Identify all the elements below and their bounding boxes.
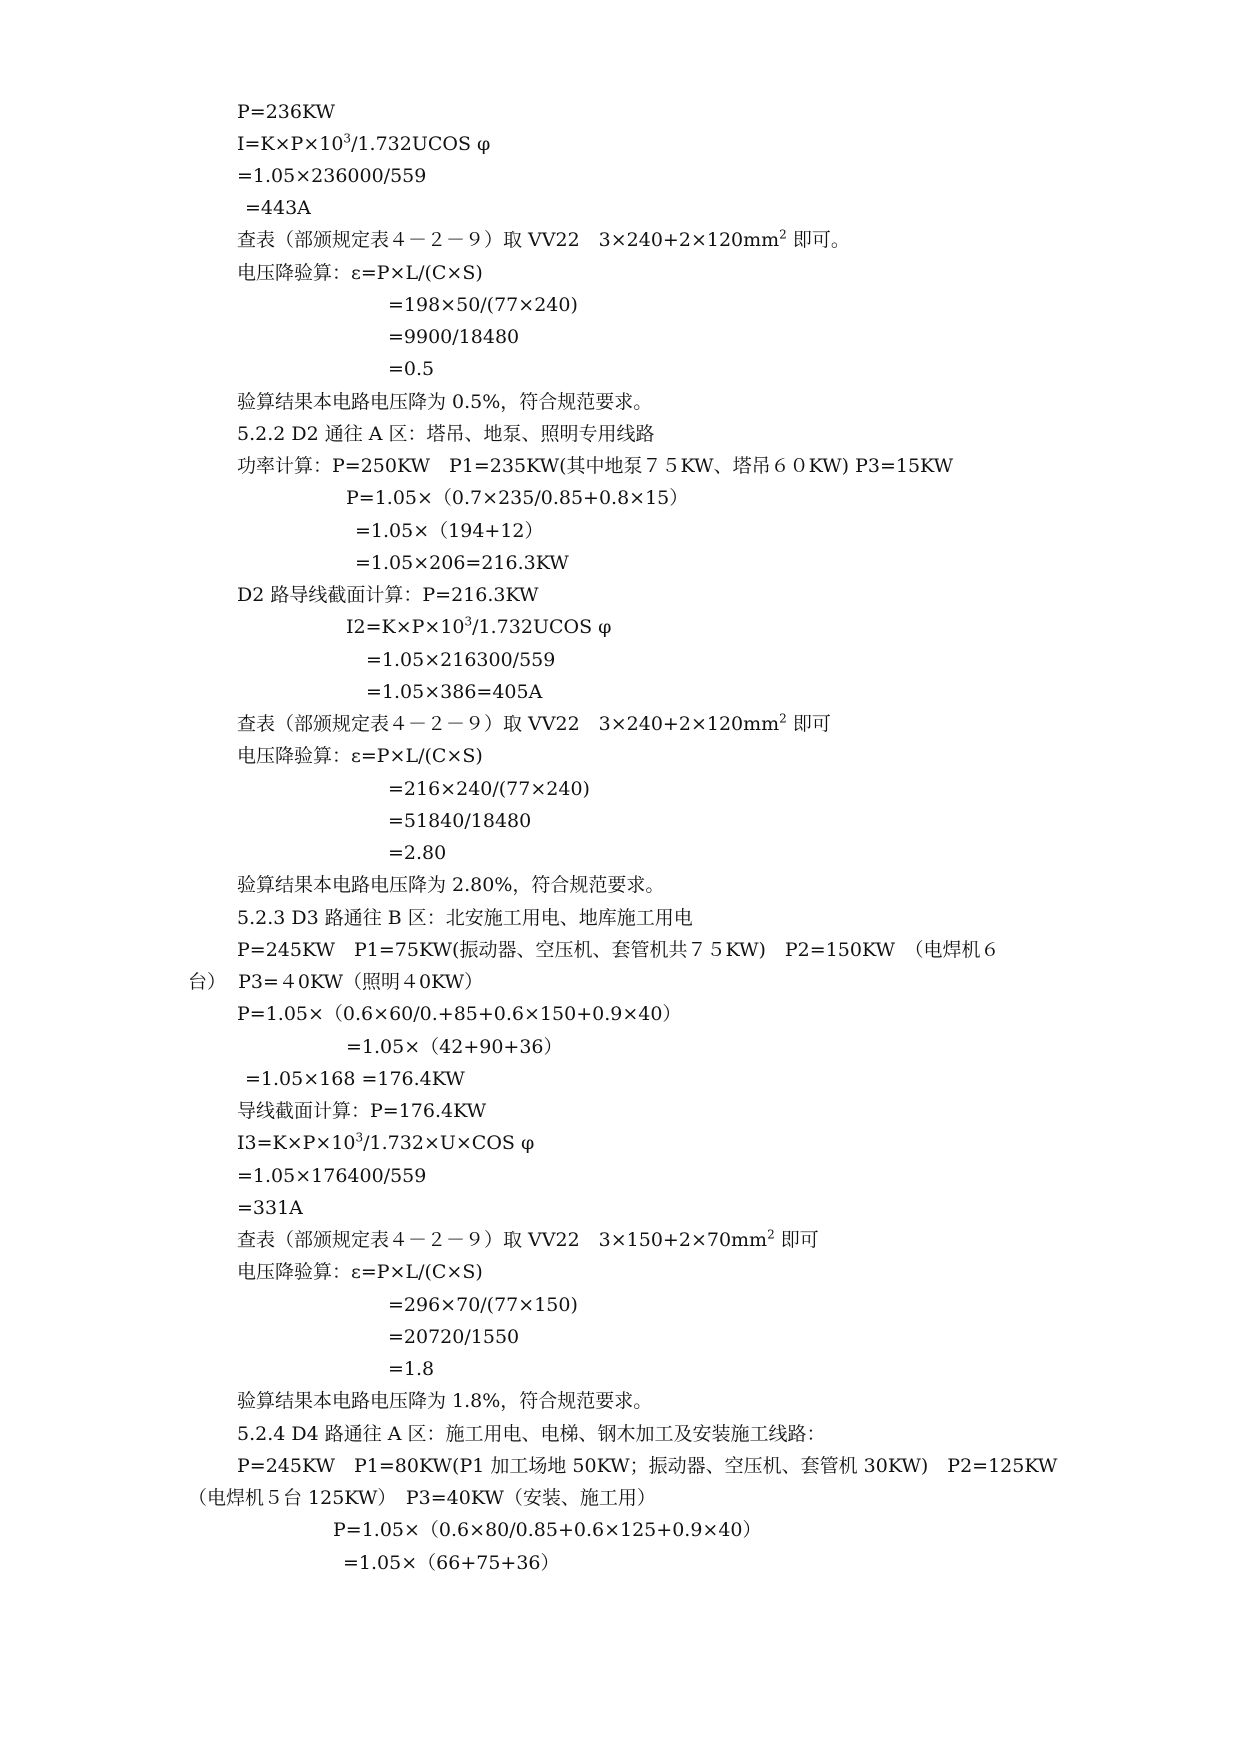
- text-line: =0.5: [388, 358, 435, 380]
- text-line: 台） P3=４0KW（照明４0KW）: [188, 971, 484, 993]
- text-line: =1.05×386=405A: [366, 681, 543, 703]
- formula-line: $I=K\times P\times 10^3/1.732UCOS$ φ: [237, 131, 491, 155]
- text-line: 电压降验算：ε=P×L/(C×S): [237, 745, 483, 767]
- text-line: 电压降验算：ε=P×L/(C×S): [237, 262, 483, 284]
- text-line: =198×50/(77×240): [388, 294, 578, 316]
- text-line: =1.05×（66+75+36）: [343, 1552, 560, 1574]
- text-line: P=236KW: [237, 101, 336, 123]
- text-line: P=1.05×（0.6×80/0.85+0.6×125+0.9×40）: [333, 1519, 762, 1541]
- text-line: P=245KW P1=75KW(振动器、空压机、套管机共７５KW) P2=150KW （电焊机６: [237, 939, 1000, 961]
- text-line: =1.05×176400/559: [237, 1165, 427, 1187]
- text-line: D2 路导线截面计算：P=216.3KW: [237, 584, 539, 606]
- text-line: =1.05×168 =176.4KW: [245, 1068, 465, 1090]
- text-line: =51840/18480: [388, 810, 532, 832]
- formula-line: $I2=K\times P\times 10^3/1.732UCOS$ φ: [346, 614, 612, 638]
- text-line: =1.05×（194+12）: [355, 520, 544, 542]
- text-line: 电压降验算：ε=P×L/(C×S): [237, 1261, 483, 1283]
- text-line: =1.05×206=216.3KW: [355, 552, 569, 574]
- formula-line: 查表（部颁规定表４－２－９）取 VV22 $3\times 150+2\times 70mm^2$ 即可: [237, 1227, 819, 1251]
- text-line: =9900/18480: [388, 326, 520, 348]
- section-heading: 5.2.2 D2 通往 A 区：塔吊、地泵、照明专用线路: [237, 423, 655, 445]
- text-line: =1.8: [388, 1358, 435, 1380]
- text-line: 验算结果本电路电压降为 2.80%，符合规范要求。: [237, 874, 665, 896]
- text-line: =1.05×236000/559: [237, 165, 427, 187]
- text-line: 验算结果本电路电压降为 1.8%，符合规范要求。: [237, 1390, 653, 1412]
- formula-line: 查表（部颁规定表４－２－９）取 VV22 $3\times 240+2\times 120mm^2$ 即可: [237, 711, 831, 735]
- text-line: 验算结果本电路电压降为 0.5%，符合规范要求。: [237, 391, 653, 413]
- text-line: =2.80: [388, 842, 447, 864]
- text-line: P=245KW P1=80KW(P1 加工场地 50KW；振动器、空压机、套管机 30KW) P2=125KW: [237, 1455, 1058, 1477]
- section-heading: 5.2.4 D4 路通往 A 区：施工用电、电梯、钢木加工及安装施工线路：: [237, 1423, 826, 1445]
- text-line: P=1.05×（0.6×60/0.+85+0.6×150+0.9×40）: [237, 1003, 682, 1025]
- text-line: =331A: [237, 1197, 303, 1219]
- text-line: =20720/1550: [388, 1326, 520, 1348]
- text-line: =296×70/(77×150): [388, 1294, 578, 1316]
- section-heading: 5.2.3 D3 路通往 B 区：北安施工用电、地库施工用电: [237, 907, 693, 929]
- text-line: =216×240/(77×240): [388, 778, 590, 800]
- text-line: =1.05×（42+90+36）: [346, 1036, 563, 1058]
- text-line: =1.05×216300/559: [366, 649, 556, 671]
- formula-line: $I3=K\times P\times 10^3/1.732\times U\times COS$ φ: [237, 1130, 535, 1154]
- text-line: P=1.05×（0.7×235/0.85+0.8×15）: [346, 487, 689, 509]
- text-line: =443A: [245, 197, 311, 219]
- text-line: 导线截面计算：P=176.4KW: [237, 1100, 487, 1122]
- text-line: 功率计算：P=250KW P1=235KW(其中地泵７５KW、塔吊６０KW) P3=15KW: [237, 455, 954, 477]
- text-line: （电焊机５台 125KW） P3=40KW（安装、施工用）: [188, 1487, 656, 1509]
- formula-line: 查表（部颁规定表４－２－９）取 VV22 $3\times 240+2\times 120mm^2$ 即可。: [237, 227, 850, 251]
